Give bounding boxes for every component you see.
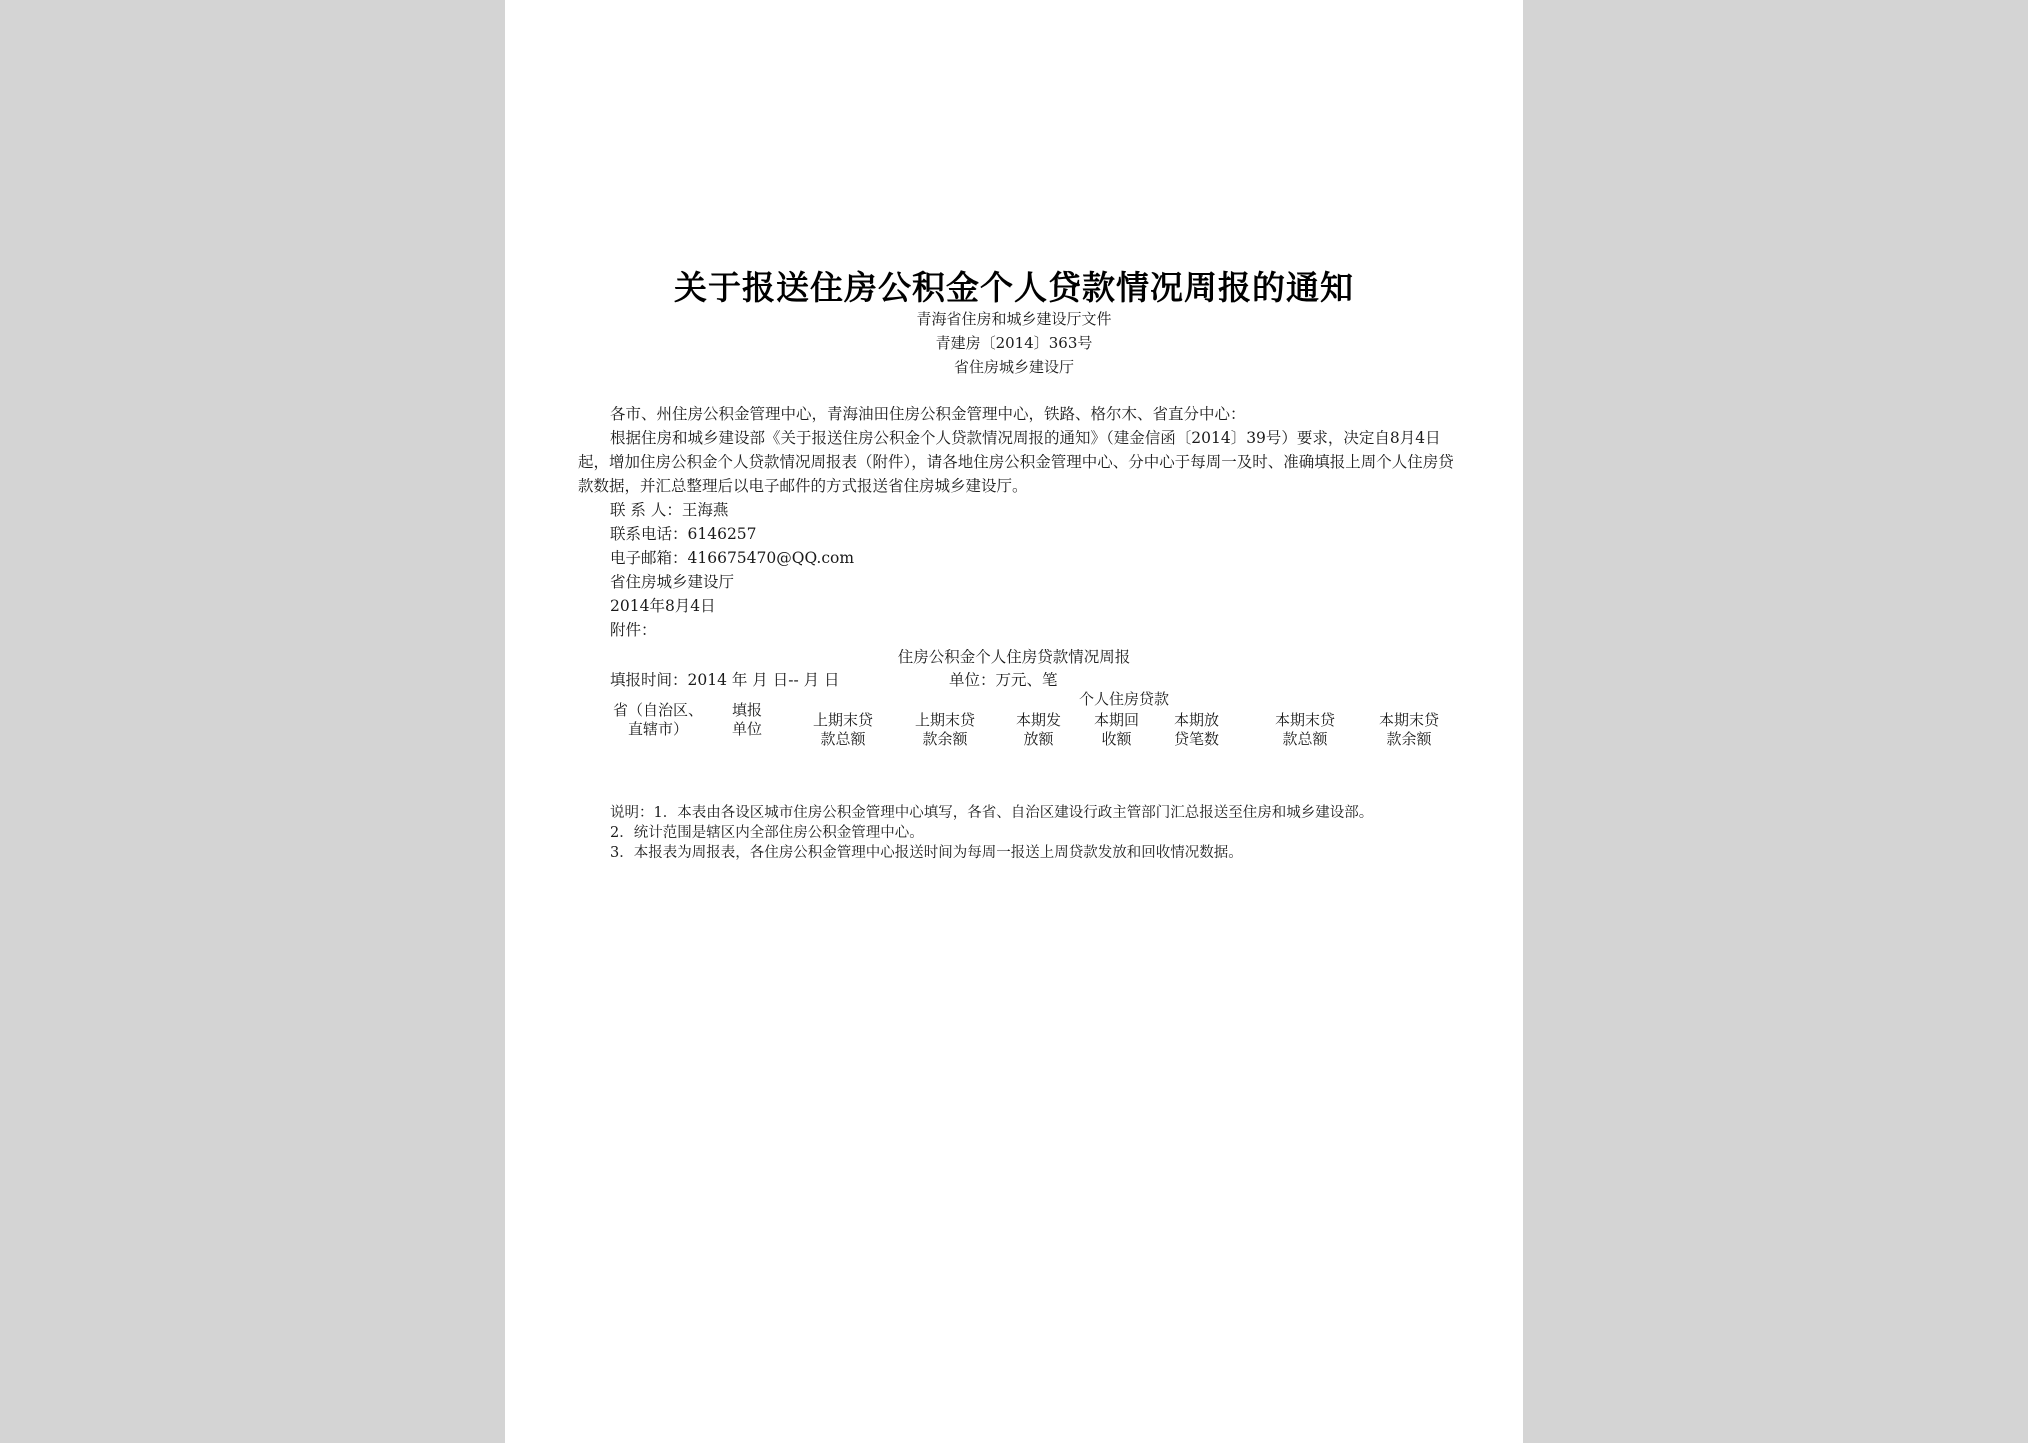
table-header-curr-balance: 本期末贷 款余额 <box>1379 711 1440 748</box>
signature: 省住房城乡建设厅 <box>610 573 735 591</box>
issuer-file-line: 青海省住房和城乡建设厅文件 <box>916 310 1112 328</box>
fill-time: 填报时间：2014 年 月 日-- 月 日 <box>610 671 840 689</box>
note-1: 说明：1．本表由各设区城市住房公积金管理中心填写，各省、自治区建设行政主管部门汇总报送至住房和城乡建设部。 <box>610 805 1374 821</box>
table-header-curr-total: 本期末贷 款总额 <box>1275 711 1336 748</box>
table-caption: 住房公积金个人住房贷款情况周报 <box>897 648 1131 666</box>
contact-person: 联 系 人：王海燕 <box>610 501 729 519</box>
note-2: 2．统计范围是辖区内全部住房公积金管理中心。 <box>610 825 924 841</box>
contact-email: 电子邮箱：416675470@QQ.com <box>610 549 855 567</box>
document-date: 2014年8月4日 <box>610 597 716 615</box>
issuer-line: 省住房城乡建设厅 <box>953 358 1074 376</box>
document-title: 关于报送住房公积金个人贷款情况周报的通知 <box>674 268 1354 307</box>
table-header-prev-balance: 上期末贷 款余额 <box>915 711 976 748</box>
addressees: 各市、州住房公积金管理中心，青海油田住房公积金管理中心，铁路、格尔木、省直分中心： <box>610 405 1246 423</box>
table-header-loan-count: 本期放 贷笔数 <box>1174 711 1220 748</box>
contact-phone: 联系电话：6146257 <box>610 525 757 543</box>
attachment-label: 附件： <box>610 621 657 639</box>
body-paragraph: 根据住房和城乡建设部《关于报送住房公积金个人贷款情况周报的通知》（建金信函〔2014〕39号）要求，决定自8月4日起，增加住房公积金个人贷款情况周报表（附件），请各地住房公积金管理中心、分中心于每周一及时、准确填报上周个人住房贷款数据，并汇总整理后以电子邮件的方式报送省住房城乡建设厅。 <box>578 429 1454 495</box>
table-header-reporting-unit: 填报 单位 <box>732 701 763 738</box>
table-header-province: 省（自治区、 直辖市） <box>613 701 704 738</box>
unit-label: 单位：万元、笔 <box>949 671 1058 689</box>
table-group-header: 个人住房贷款 <box>1079 690 1170 708</box>
table-header-prev-total: 上期末贷 款总额 <box>813 711 874 748</box>
document-number: 青建房〔2014〕363号 <box>935 334 1093 352</box>
table-header-recovered: 本期回 收额 <box>1094 711 1140 748</box>
note-3: 3．本报表为周报表，各住房公积金管理中心报送时间为每周一报送上周贷款发放和回收情况数据。 <box>610 845 1243 861</box>
document-page <box>505 0 1523 1443</box>
table-header-issued: 本期发 放额 <box>1016 711 1062 748</box>
